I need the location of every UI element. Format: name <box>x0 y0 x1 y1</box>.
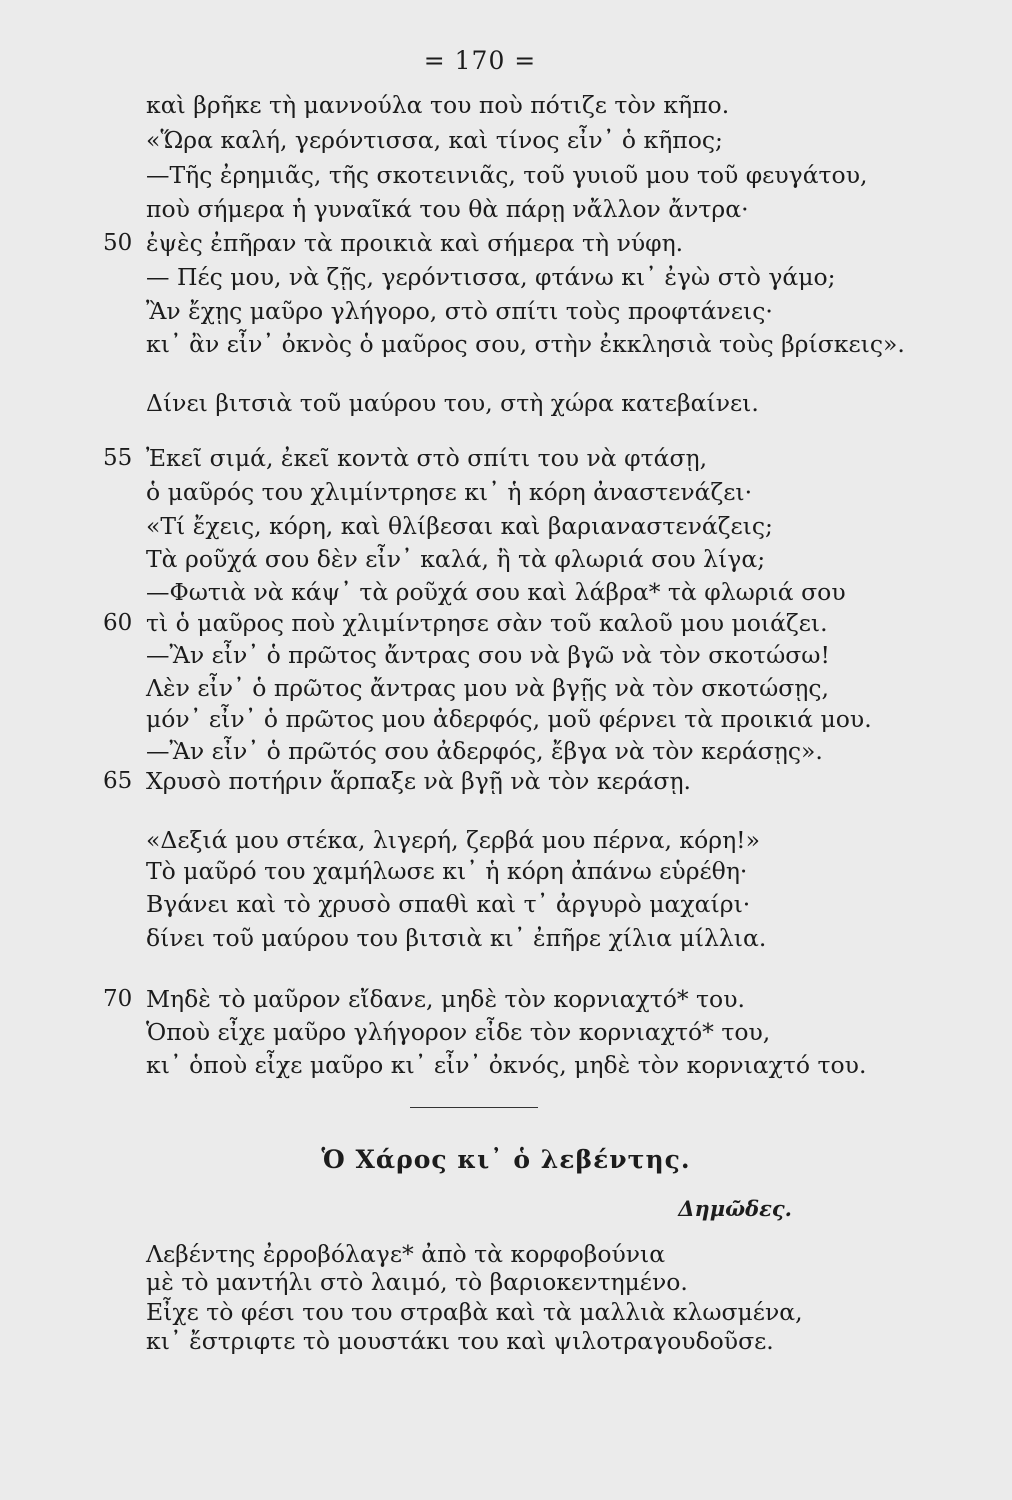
poem-line: κι᾿ ἔστριφτε τὸ μουστάκι του καὶ ψιλοτραγουδοῦσε. <box>146 1327 774 1355</box>
poem-line: «Ὥρα καλή, γερόντισσα, καὶ τίνος εἶν᾿ ὁ κῆπος; <box>146 126 723 154</box>
poem-line: —Φωτιὰ νὰ κάψ᾿ τὰ ροῦχά σου καὶ λάβρα* τὰ φλωριά σου <box>146 578 846 606</box>
poem-line: τὶ ὁ μαῦρος ποὺ χλιμίντρησε σὰν τοῦ καλοῦ μου μοιάζει. <box>146 609 828 637</box>
poem-line: «Δεξιά μου στέκα, λιγερή, ζερβά μου πέρνα, κόρη!» <box>146 826 760 854</box>
poem-line: Λεβέντης ἐρροβόλαγε* ἀπὸ τὰ κορφοβούνια <box>146 1240 666 1268</box>
poem-line: Τὰ ροῦχά σου δὲν εἶν᾿ καλά, ἢ τὰ φλωριά σου λίγα; <box>146 545 766 573</box>
poem-line: Ἂν ἔχῃς μαῦρο γλήγορο, στὸ σπίτι τοὺς προφτάνεις· <box>146 297 773 325</box>
poem-line: Βγάνει καὶ τὸ χρυσὸ σπαθὶ καὶ τ᾿ ἀργυρὸ μαχαίρι· <box>146 890 751 918</box>
poem-line: ποὺ σήμερα ἡ γυναῖκά του θὰ πάρῃ νἄλλον ἄντρα· <box>146 195 749 223</box>
poem-line: Λὲν εἶν᾿ ὁ πρῶτος ἄντρας μου νὰ βγῇς νὰ τὸν σκοτώσῃς, <box>146 674 829 702</box>
poem-line: ὁ μαῦρός του χλιμίντρησε κι᾿ ἡ κόρη ἀναστενάζει· <box>146 478 753 506</box>
poem-line: μὲ τὸ μαντήλι στὸ λαιμό, τὸ βαριοκεντημένο. <box>146 1268 688 1296</box>
page-number: = 170 = <box>423 46 537 75</box>
poem-line: Τὸ μαῦρό του χαμήλωσε κι᾿ ἡ κόρη ἀπάνω εὑρέθη· <box>146 857 748 885</box>
poem-subtitle: Δημῶδες. <box>678 1196 792 1221</box>
poem-line: —Ἂν εἶν᾿ ὁ πρῶτός σου ἀδερφός, ἔβγα νὰ τὸν κεράσῃς». <box>146 737 823 765</box>
line-number: 60 <box>103 610 133 636</box>
poem-line: Δίνει βιτσιὰ τοῦ μαύρου του, στὴ χώρα κατεβαίνει. <box>146 389 759 417</box>
poem-line: Μηδὲ τὸ μαῦρον εἴδανε, μηδὲ τὸν κορνιαχτό* του. <box>146 985 745 1013</box>
poem-line: —Ἂν εἶν᾿ ὁ πρῶτος ἄντρας σου νὰ βγῶ νὰ τὸν σκοτώσω! <box>146 641 830 669</box>
poem-line: Ἐκεῖ σιμά, ἐκεῖ κοντὰ στὸ σπίτι του νὰ φτάσῃ, <box>146 444 708 472</box>
poem-line: Ὁποὺ εἶχε μαῦρο γλήγορον εἶδε τὸν κορνιαχτό* του, <box>146 1018 771 1046</box>
line-number: 65 <box>103 768 133 794</box>
poem-line: Χρυσὸ ποτήριν ἅρπαξε νὰ βγῇ νὰ τὸν κεράσῃ. <box>146 767 692 795</box>
section-divider <box>410 1107 538 1108</box>
poem-title: Ὁ Χάρος κι᾿ ὁ λεβέντης. <box>321 1145 691 1174</box>
poem-line: καὶ βρῆκε τὴ μαννούλα του ποὺ πότιζε τὸν κῆπο. <box>146 91 730 119</box>
poem-line: δίνει τοῦ μαύρου του βιτσιὰ κι᾿ ἐπῆρε χίλια μίλλια. <box>146 924 767 952</box>
poem-line: ἐψὲς ἐπῆραν τὰ προικιὰ καὶ σήμερα τὴ νύφη. <box>146 229 684 257</box>
poem-line: —Τῆς ἐρημιᾶς, τῆς σκοτεινιᾶς, τοῦ γυιοῦ μου τοῦ φευγάτου, <box>146 161 868 189</box>
poem-line: Εἶχε τὸ φέσι του του στραβὰ καὶ τὰ μαλλιὰ κλωσμένα, <box>146 1298 803 1326</box>
line-number: 50 <box>103 230 133 256</box>
poem-line: κι᾿ ἂν εἶν᾿ ὀκνὸς ὁ μαῦρος σου, στὴν ἐκκλησιὰ τοὺς βρίσκεις». <box>146 330 905 358</box>
line-number: 70 <box>103 986 133 1012</box>
poem-line: — Πές μου, νὰ ζῇς, γερόντισσα, φτάνω κι᾿ ἐγὼ στὸ γάμο; <box>146 263 836 291</box>
line-number: 55 <box>103 445 133 471</box>
poem-line: κι᾿ ὁποὺ εἶχε μαῦρο κι᾿ εἶν᾿ ὀκνός, μηδὲ τὸν κορνιαχτό του. <box>146 1051 867 1079</box>
poem-line: μόν᾿ εἶν᾿ ὁ πρῶτος μου ἀδερφός, μοῦ φέρνει τὰ προικιά μου. <box>146 705 872 733</box>
poem-line: «Τί ἔχεις, κόρη, καὶ θλίβεσαι καὶ βαριαναστενάζεις; <box>146 512 773 540</box>
